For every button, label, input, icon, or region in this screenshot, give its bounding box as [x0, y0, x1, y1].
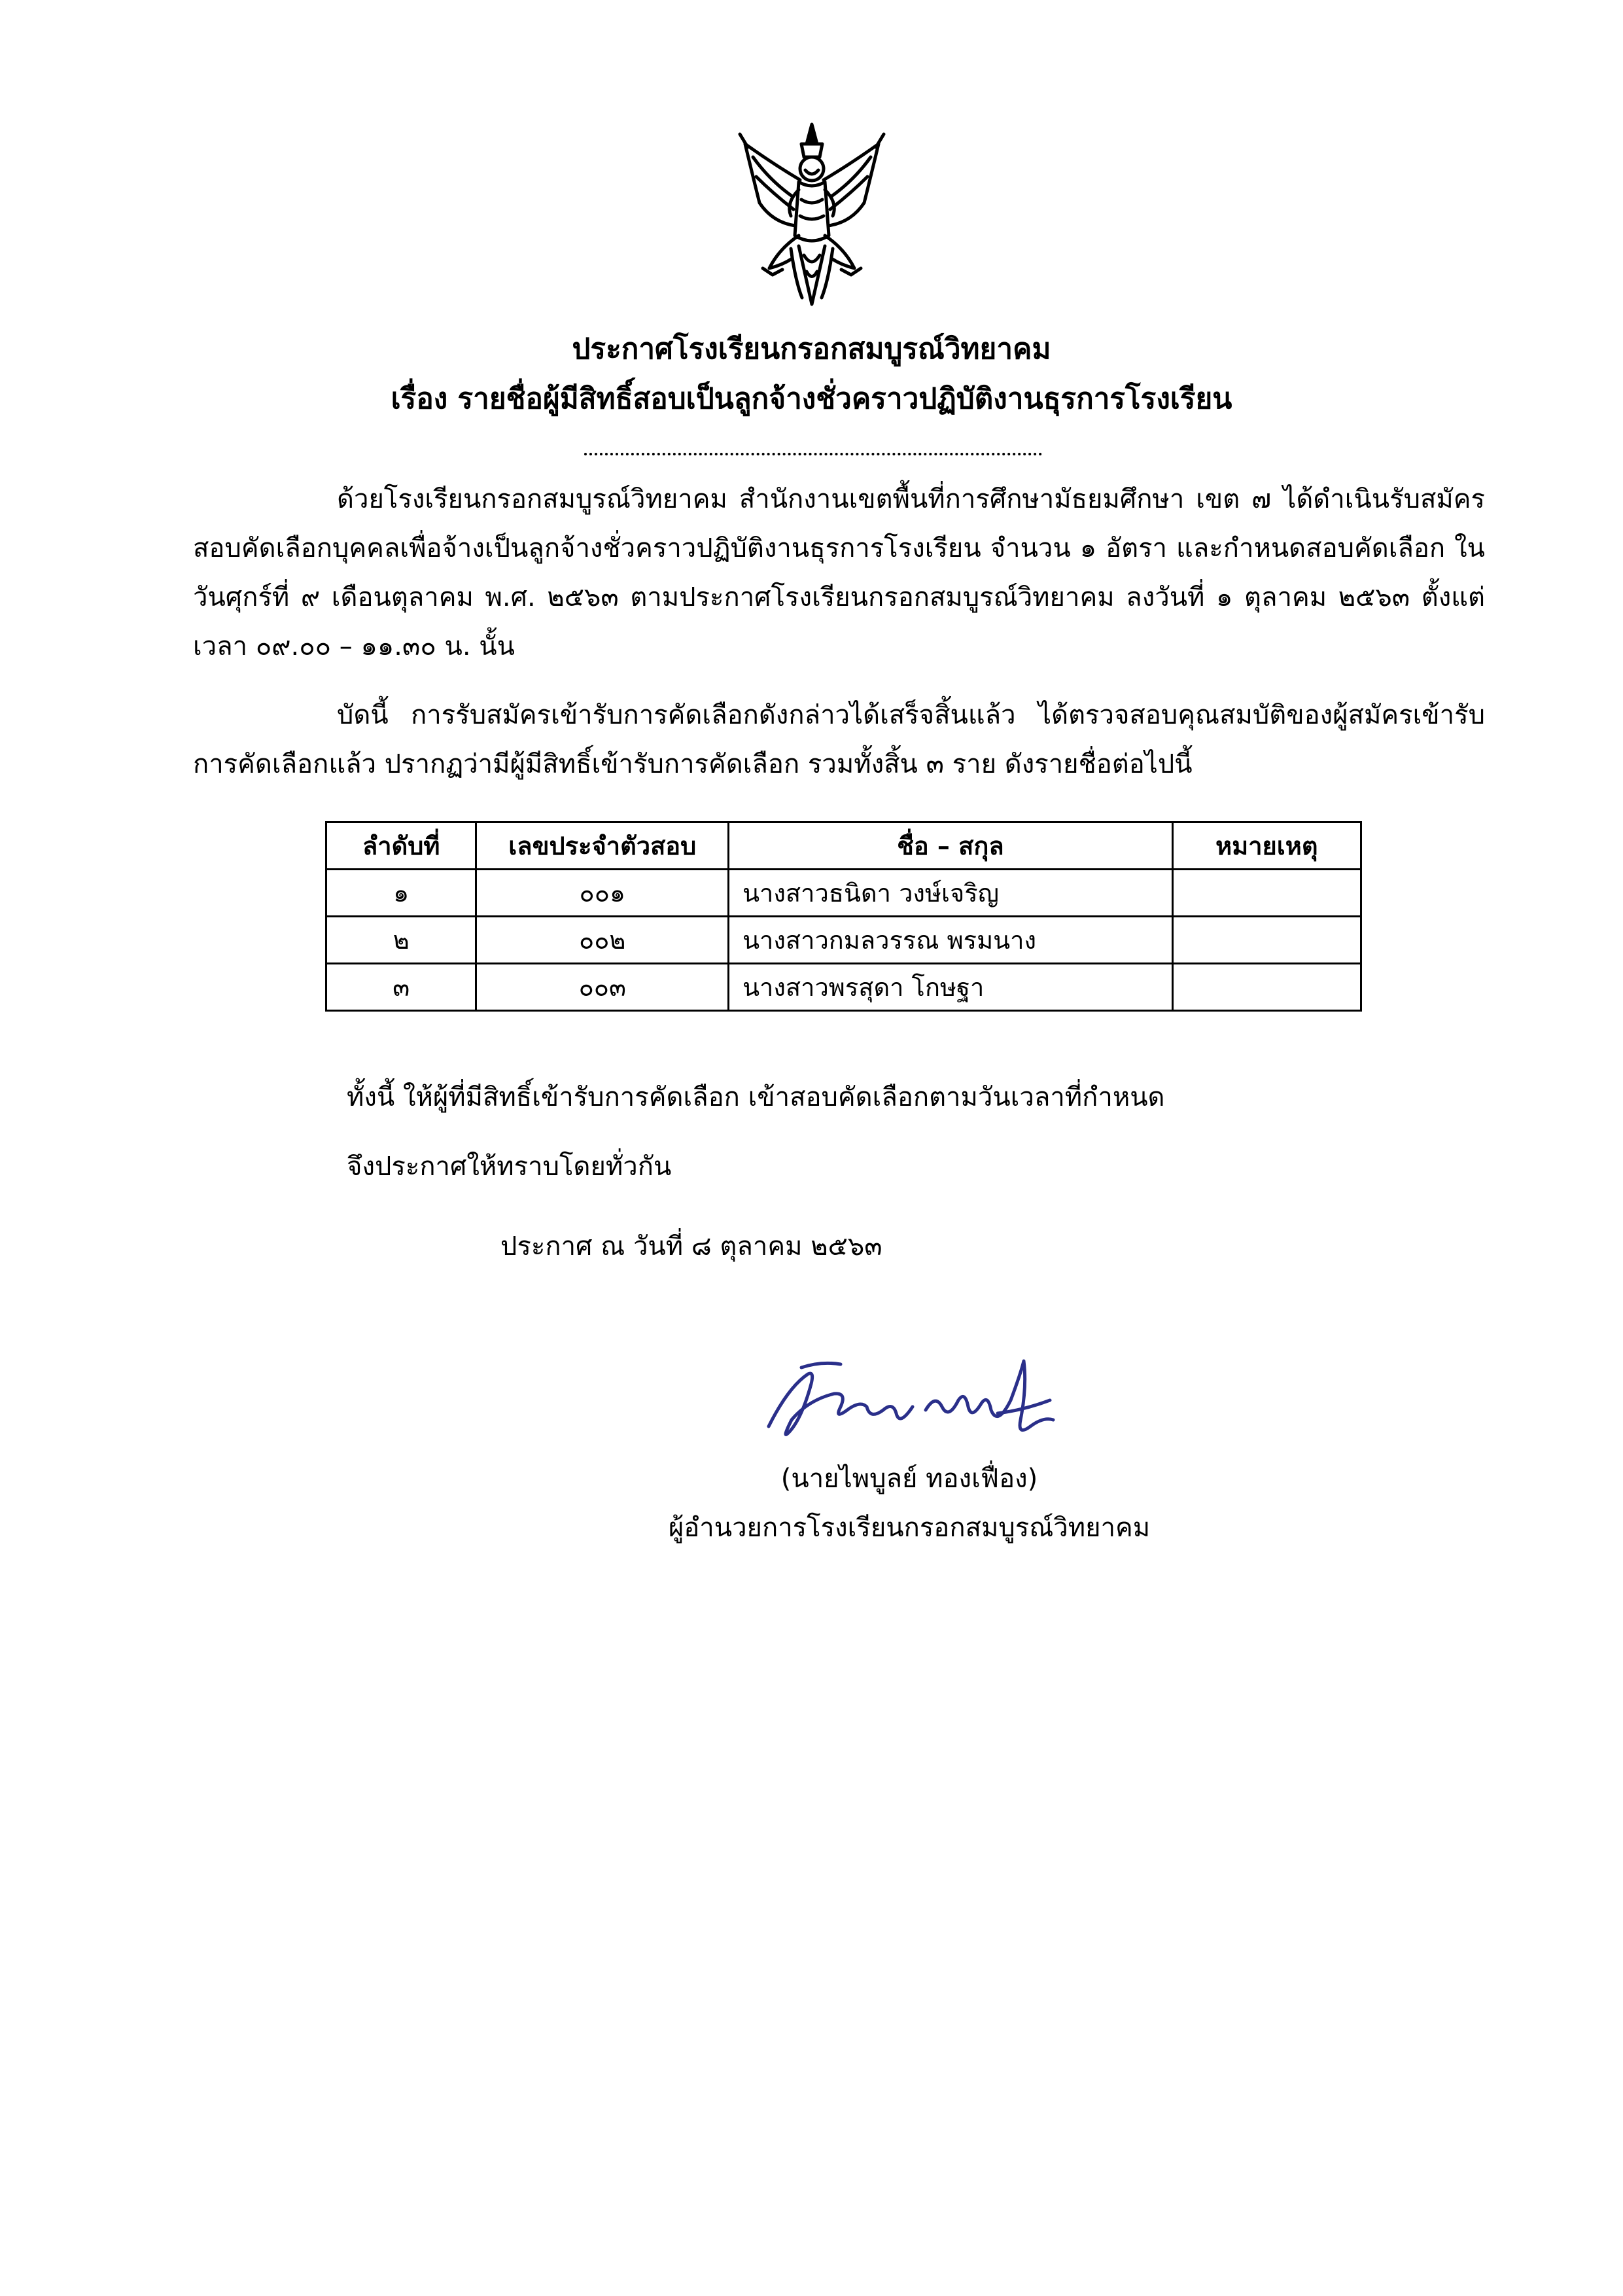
closing-note: ทั้งนี้ ให้ผู้ที่มีสิทธิ์เข้ารับการคัดเลือก เข้าสอบคัดเลือกตามวันเวลาที่กำหนด: [347, 1082, 1165, 1112]
header-remark: หมายเหตุ: [1172, 822, 1361, 870]
cell-name: นางสาวกมลวรรณ พรมนาง: [729, 917, 1173, 964]
signer-position: ผู้อำนวยการโรงเรียนกรอกสมบูรณ์วิทยาคม: [668, 1513, 1151, 1543]
header-name: ชื่อ – สกุล: [729, 822, 1173, 870]
table-row: [326, 870, 1361, 917]
signature-icon: [762, 1348, 1063, 1453]
table-header-row: [326, 822, 1361, 870]
candidate-table: [325, 821, 1362, 1012]
cell-name: นางสาวธนิดา วงษ์เจริญ: [729, 870, 1173, 917]
closing-proclaim: จึงประกาศให้ทราบโดยทั่วกัน: [347, 1152, 672, 1182]
signer-name: (นายไพบูลย์ ทองเฟื่อง): [780, 1464, 1038, 1494]
header-exam-id: เลขประจำตัวสอบ: [476, 822, 729, 870]
cell-order: ๒: [326, 917, 476, 964]
cell-exam-id: ๐๐๒: [476, 917, 729, 964]
table-row: [326, 964, 1361, 1011]
announcement-date: ประกาศ ณ วันที่ ๘ ตุลาคม ๒๕๖๓: [500, 1231, 882, 1262]
cell-order: ๓: [326, 964, 476, 1011]
cell-exam-id: ๐๐๑: [476, 870, 729, 917]
table-row: [326, 917, 1361, 964]
cell-remark: [1172, 870, 1361, 917]
cell-exam-id: ๐๐๓: [476, 964, 729, 1011]
announcement-title: ประกาศโรงเรียนกรอกสมบูรณ์วิทยาคม: [572, 332, 1051, 366]
garuda-emblem-icon: [733, 118, 890, 314]
header-order: ลำดับที่: [326, 822, 476, 870]
body-paragraph-2: บัดนี้ การรับสมัครเข้ารับการคัดเลือกดังกล่าวได้เสร็จสิ้นแล้ว ได้ตรวจสอบคุณสมบัติของผู้สมัครเข้ารับการคัดเลือกแล้ว ปรากฏว่ามีผู้มีสิทธิ์เข้ารับการคัดเลือก รวมทั้งสิ้น ๓ ราย ดังรายชื่อต่อไปนี้: [193, 700, 1485, 779]
body-paragraph-1: ด้วยโรงเรียนกรอกสมบูรณ์วิทยาคม สำนักงานเขตพื้นที่การศึกษามัธยมศึกษา เขต ๗ ได้ดำเนินรับสมัครสอบคัดเลือกบุคคลเพื่อจ้างเป็นลูกจ้างชั่วคราวปฏิบัติงานธุรการโรงเรียน จำนวน ๑ อัตรา และกำหนดสอบคัดเลือก ในวันศุกร์ที่ ๙ เดือนตุลาคม พ.ศ. ๒๕๖๓ ตามประกาศโรงเรียนกรอกสมบูรณ์วิทยาคม ลงวันที่ ๑ ตุลาคม ๒๕๖๓ ตั้งแต่เวลา ๐๙.๐๐ – ๑๑.๓๐ น. นั้น: [193, 484, 1485, 662]
cell-name: นางสาวพรสุดา โกษฐา: [729, 964, 1173, 1011]
announcement-subject: เรื่อง รายชื่อผู้มีสิทธิ์สอบเป็นลูกจ้างชั่วคราวปฏิบัติงานธุรการโรงเรียน: [391, 382, 1232, 415]
cell-remark: [1172, 964, 1361, 1011]
cell-remark: [1172, 917, 1361, 964]
dotted-divider: [584, 453, 1042, 455]
cell-order: ๑: [326, 870, 476, 917]
